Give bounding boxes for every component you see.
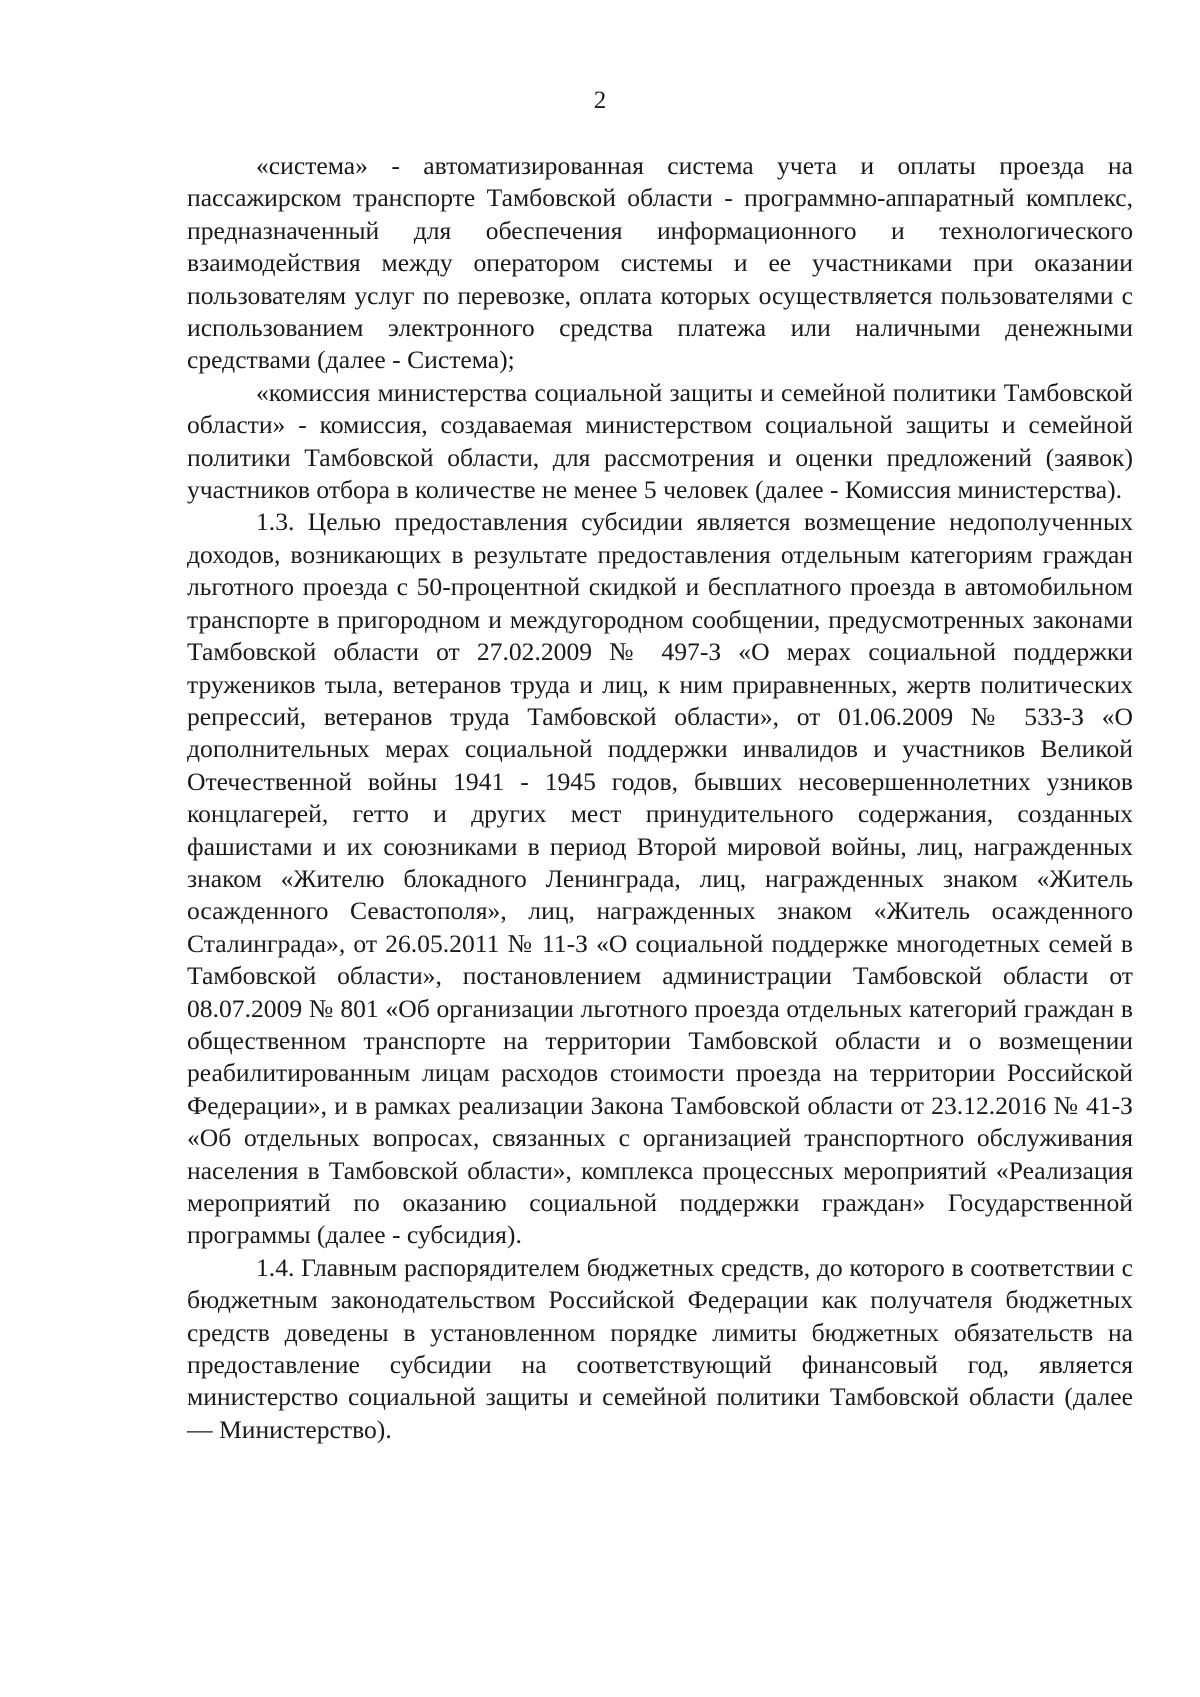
document-body [187, 150, 1133, 1446]
paragraph-1-3-subsidy-purpose: 1.3. Целью предоставления субсидии является возмещение недополученных доходов, возникающих в результате предоставления отдельным категориям граждан льготного проезда с 50-процентной скидкой и бесплатного проезда в автомобильном транспорте в пригородном и междугородном сообщении, предусмотренных законами Тамбовской области от 27.02.2009 № 497-З «О мерах социальной поддержки тружеников тыла, ветеранов труда и лиц, к ним приравненных, жертв политических репрессий, ветеранов труда Тамбовской области», от 01.06.2009 № 533-З «О дополнительных мерах социальной поддержки инвалидов и участников Великой Отечественной войны 1941 - 1945 годов, бывших несовершеннолетних узников концлагерей, гетто и других мест принудительного содержания, созданных фашистами и их союзниками в период Второй мировой войны, лиц, награжденных знаком «Жителю блокадного Ленинграда, лиц, награжденных знаком «Житель осажденного Севастополя», лиц, награжденных знаком «Житель осажденного Сталинграда», от 26.05.2011 № 11-З «О социальной поддержке многодетных семей в Тамбовской области», постановлением администрации Тамбовской области от 08.07.2009 № 801 «Об организации льготного проезда отдельных категорий граждан в общественном транспорте на территории Тамбовской области и о возмещении реабилитированным лицам расходов стоимости проезда на территории Российской Федерации», и в рамках реализации Закона Тамбовской области от 23.12.2016 № 41-З «Об отдельных вопросах, связанных с организацией транспортного обслуживания населения в Тамбовской области», комплекса процессных мероприятий «Реализация мероприятий по оказанию социальной поддержки граждан» Государственной программы (далее - субсидия). [187, 507, 1133, 1250]
paragraph-commission-definition: «комиссия министерства социальной защиты и семейной политики Тамбовской области» - комиссия, создаваемая министерством социальной защиты и семейной политики Тамбовской области, для рассмотрения и оценки предложений (заявок) участников отбора в количестве не менее 5 человек (далее - Комиссия министерства). [187, 377, 1133, 505]
paragraph-1-4-chief-administrator: 1.4. Главным распорядителем бюджетных средств, до которого в соответствии с бюджетным законодательством Российской Федерации как получателя бюджетных средств доведены в установленном порядке лимиты бюджетных обязательств на предоставление субсидии на соответствующий финансовый год, является министерство социальной защиты и семейной политики Тамбовской области (далее — Министерство). [187, 1252, 1133, 1444]
page-number: 2 [593, 87, 607, 114]
paragraph-system-definition: «система» - автоматизированная система учета и оплаты проезда на пассажирском транспорте Тамбовской области - программно-аппаратный комплекс, предназначенный для обеспечения информационного и технологического взаимодействия между оператором системы и ее участниками при оказании пользователям услуг по перевозке, оплата которых осуществляется пользователями с использованием электронного средства платежа или наличными денежными средствами (далее - Система); [187, 151, 1133, 375]
